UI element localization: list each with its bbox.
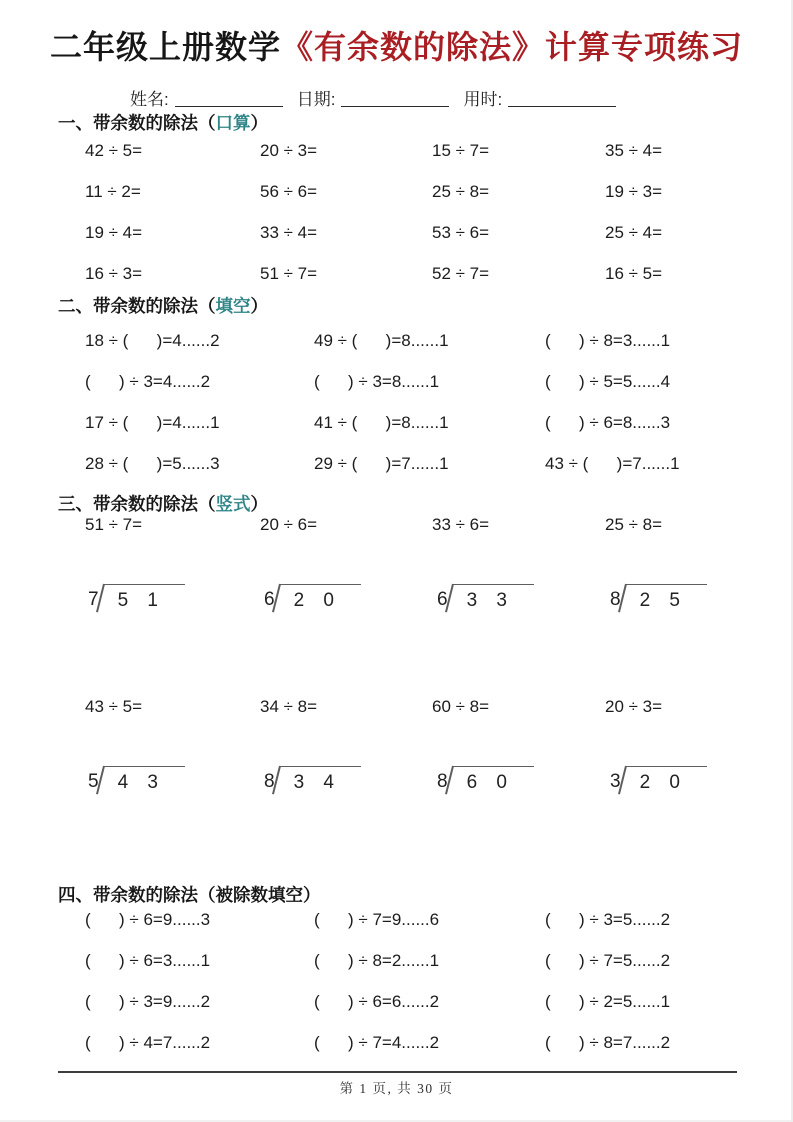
date-label: 日期:: [296, 90, 336, 109]
name-label: 姓名:: [130, 90, 169, 109]
vertical-form-problem: 20 ÷ 3=: [605, 697, 663, 716]
section-3-heading-suffix: ）: [250, 494, 268, 514]
dividend-fill-blank-problem: ( ) ÷ 6=3......1: [85, 950, 211, 970]
page-title: [0, 22, 793, 68]
dividend-fill-blank-problem: ( ) ÷ 6=6......2: [314, 991, 440, 1011]
long-division-bracket: [453, 766, 534, 797]
fill-blank-problem: 49 ÷ ( )=8......1: [314, 330, 449, 350]
long-division-problem: [264, 584, 437, 615]
title-topic-part: 《有余数的除法》计算专项练习: [281, 29, 744, 65]
dividend-fill-blank-problem: ( ) ÷ 6=9......3: [85, 909, 211, 929]
oral-problem: 16 ÷ 5=: [605, 263, 663, 283]
fill-blank-problem: ( ) ÷ 3=8......1: [314, 371, 440, 391]
vertical-form-problem: 20 ÷ 6=: [260, 515, 318, 534]
date-blank-line: [341, 92, 449, 107]
fill-blank-problem: 29 ÷ ( )=7......1: [314, 453, 449, 473]
fill-blank-problem: ( ) ÷ 8=3......1: [545, 330, 671, 350]
long-division-row2: [88, 766, 753, 802]
dividend-fill-blank-problem: ( ) ÷ 2=5......1: [545, 991, 671, 1011]
dividend-fill-blank-problem: ( ) ÷ 8=2......1: [314, 950, 440, 970]
long-division-bracket: [280, 584, 361, 615]
vertical-form-problem: 51 ÷ 7=: [85, 515, 143, 534]
oral-problem: 33 ÷ 4=: [260, 222, 318, 242]
long-division-divisor: 7: [88, 589, 99, 610]
name-blank-line: [175, 92, 283, 107]
long-division-bracket: [104, 766, 185, 797]
oral-problem: 56 ÷ 6=: [260, 181, 318, 201]
section-4-heading-prefix: 四、带余数的除法（被除数填空）: [58, 885, 321, 905]
section-1-heading-prefix: 一、带余数的除法（: [58, 113, 216, 133]
oral-problem: 25 ÷ 4=: [605, 222, 663, 242]
long-division-row1: [88, 584, 753, 620]
oral-problem: 16 ÷ 3=: [85, 263, 143, 283]
footer-divider: [58, 1071, 737, 1073]
long-division-bracket: [626, 584, 707, 615]
long-division-divisor: 3: [610, 771, 621, 792]
dividend-fill-blank-problem: ( ) ÷ 3=5......2: [545, 909, 671, 929]
dividend-fill-blank-problem: ( ) ÷ 7=4......2: [314, 1032, 440, 1052]
oral-problem: 52 ÷ 7=: [432, 263, 490, 283]
long-division-problem: [437, 584, 610, 615]
long-division-dividend: 6 0: [466, 772, 514, 793]
section-1-heading-highlight: 口算: [215, 113, 251, 133]
fill-blank-problem: 17 ÷ ( )=4......1: [85, 412, 220, 432]
dividend-fill-blank-problem: ( ) ÷ 7=5......2: [545, 950, 671, 970]
dividend-fill-blank-problem: ( ) ÷ 4=7......2: [85, 1032, 211, 1052]
fill-blank-problems-grid: [85, 320, 753, 484]
oral-problem: 42 ÷ 5=: [85, 140, 143, 160]
long-division-problem: [88, 584, 264, 615]
time-blank-line: [508, 92, 616, 107]
long-division-problem: [264, 766, 437, 797]
section-1-heading-suffix: ）: [250, 113, 268, 133]
oral-problem: 15 ÷ 7=: [432, 140, 490, 160]
fill-blank-problem: 28 ÷ ( )=5......3: [85, 453, 220, 473]
vertical-form-problems-row1: [85, 512, 753, 538]
long-division-divisor: 6: [437, 589, 448, 610]
fill-blank-problem: 41 ÷ ( )=8......1: [314, 412, 449, 432]
oral-problems-grid: [85, 130, 753, 294]
name-date-time-row: [130, 85, 616, 110]
vertical-form-problem: 60 ÷ 8=: [432, 697, 490, 716]
oral-problem: 19 ÷ 4=: [85, 222, 143, 242]
long-division-bracket: [453, 584, 534, 615]
section-2-heading-suffix: ）: [250, 296, 268, 316]
dividend-fill-blank-grid: [85, 899, 753, 1063]
section-3-heading-highlight: 竖式: [215, 494, 251, 514]
section-3-heading-prefix: 三、带余数的除法（: [58, 494, 216, 514]
long-division-problem: [88, 766, 264, 797]
fill-blank-problem: ( ) ÷ 3=4......2: [85, 371, 211, 391]
oral-problem: 25 ÷ 8=: [432, 181, 490, 201]
long-division-problem: [437, 766, 610, 797]
vertical-form-problem: 25 ÷ 8=: [605, 515, 663, 534]
long-division-divisor: 5: [88, 771, 99, 792]
fill-blank-problem: 18 ÷ ( )=4......2: [85, 330, 220, 350]
page-number: 第 1 页, 共 30 页: [339, 1081, 454, 1096]
vertical-form-problem: 43 ÷ 5=: [85, 697, 143, 716]
vertical-form-problems-row2: [85, 694, 753, 720]
dividend-fill-blank-problem: ( ) ÷ 7=9......6: [314, 909, 440, 929]
long-division-dividend: 5 1: [117, 590, 165, 611]
long-division-dividend: 2 0: [639, 772, 687, 793]
vertical-form-problem: 33 ÷ 6=: [432, 515, 490, 534]
long-division-bracket: [104, 584, 185, 615]
section-2-heading-prefix: 二、带余数的除法（: [58, 296, 216, 316]
long-division-dividend: 2 0: [293, 590, 341, 611]
oral-problem: 19 ÷ 3=: [605, 181, 663, 201]
dividend-fill-blank-problem: ( ) ÷ 3=9......2: [85, 991, 211, 1011]
long-division-divisor: 6: [264, 589, 275, 610]
long-division-dividend: 4 3: [117, 772, 165, 793]
oral-problem: 53 ÷ 6=: [432, 222, 490, 242]
vertical-form-problem: 34 ÷ 8=: [260, 697, 318, 716]
long-division-dividend: 3 3: [466, 590, 514, 611]
time-label: 用时:: [463, 90, 503, 109]
section-2-heading-highlight: 填空: [215, 296, 251, 316]
oral-problem: 11 ÷ 2=: [85, 181, 141, 201]
long-division-divisor: 8: [264, 771, 275, 792]
long-division-divisor: 8: [610, 589, 621, 610]
long-division-problem: [610, 766, 753, 797]
oral-problem: 51 ÷ 7=: [260, 263, 318, 283]
long-division-dividend: 3 4: [293, 772, 341, 793]
dividend-fill-blank-problem: ( ) ÷ 8=7......2: [545, 1032, 671, 1052]
fill-blank-problem: ( ) ÷ 5=5......4: [545, 371, 671, 391]
long-division-problem: [610, 584, 753, 615]
oral-problem: 20 ÷ 3=: [260, 140, 318, 160]
fill-blank-problem: ( ) ÷ 6=8......3: [545, 412, 671, 432]
long-division-bracket: [626, 766, 707, 797]
oral-problem: 35 ÷ 4=: [605, 140, 663, 160]
title-grade-part: 二年级上册数学: [49, 29, 281, 65]
long-division-divisor: 8: [437, 771, 448, 792]
fill-blank-problem: 43 ÷ ( )=7......1: [545, 453, 680, 473]
long-division-dividend: 2 5: [639, 590, 687, 611]
section-2-heading: [58, 293, 268, 318]
long-division-bracket: [280, 766, 361, 797]
